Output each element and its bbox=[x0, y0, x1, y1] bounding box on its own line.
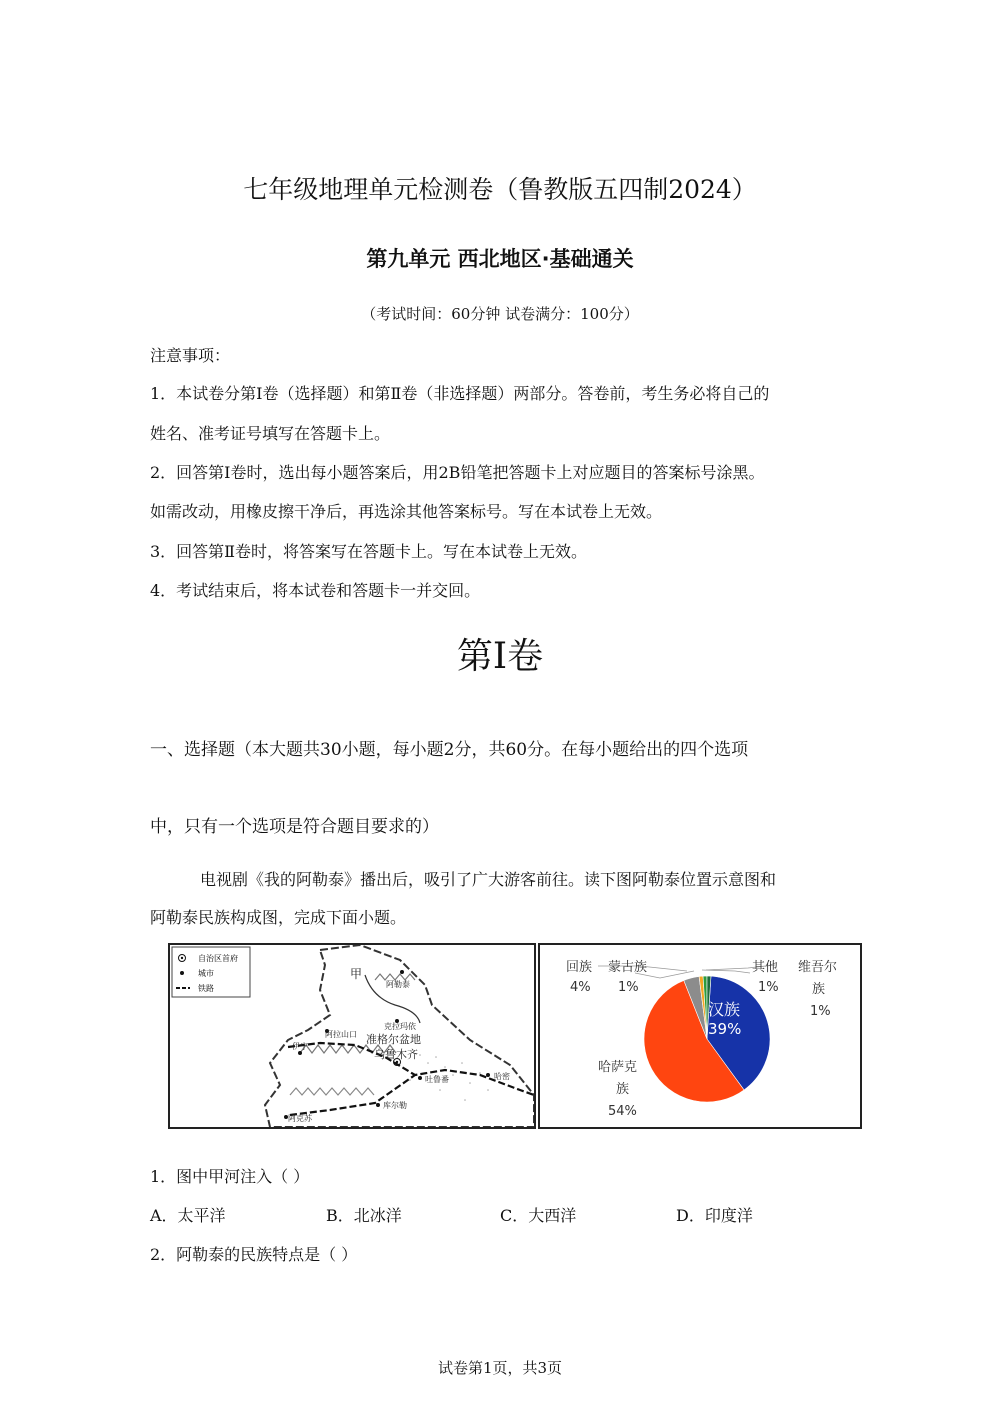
section-heading-line: 中，只有一个选项是符合题目要求的） bbox=[150, 817, 439, 837]
page-footer: 试卷第1页，共3页 bbox=[437, 1359, 563, 1377]
volume-title: 第Ⅰ卷 bbox=[456, 636, 544, 677]
label-altay: 阿勒泰 bbox=[386, 980, 410, 989]
label-urumqi: 乌鲁木齐 bbox=[374, 1048, 418, 1061]
q1-option-c[interactable]: C．大西洋 bbox=[500, 1206, 577, 1225]
label-hui-pct: 4% bbox=[570, 980, 591, 995]
exam-meta: （考试时间：60分钟 试卷满分：100分） bbox=[361, 305, 639, 323]
question-2: 2．阿勒泰的民族特点是（ ） bbox=[150, 1245, 358, 1264]
q1-option-d[interactable]: D．印度洋 bbox=[676, 1206, 753, 1225]
notes-line: 2．回答第Ⅰ卷时，选出每小题答案后，用2B铅笔把答题卡上对应题目的答案标号涂黑。 bbox=[150, 463, 765, 482]
label-other-name: 其他 bbox=[752, 960, 779, 975]
label-other-pct: 1% bbox=[758, 980, 779, 995]
page-title: 七年级地理单元检测卷（鲁教版五四制2024） bbox=[243, 175, 757, 204]
ethnic-pie-chart bbox=[540, 945, 860, 1127]
notes-heading: 注意事项： bbox=[150, 346, 231, 365]
city-korla-dot bbox=[376, 1103, 380, 1107]
notes-line: 如需改动，用橡皮擦干净后，再选涂其他答案标号。写在本试卷上无效。 bbox=[150, 502, 663, 521]
label-kazakh-name-2: 族 bbox=[616, 1082, 630, 1097]
altay-ethnic-pie-figure bbox=[538, 943, 862, 1129]
altay-location-map bbox=[168, 943, 536, 1129]
label-mongol-pct: 1% bbox=[618, 980, 639, 995]
legend-railway: 铁路 bbox=[198, 984, 214, 993]
q1-option-b[interactable]: B．北冰洋 bbox=[326, 1206, 402, 1225]
q1-option-a[interactable]: A．太平洋 bbox=[150, 1206, 226, 1225]
label-uyghur-name-2: 族 bbox=[812, 982, 826, 997]
notes-line: 1．本试卷分第Ⅰ卷（选择题）和第Ⅱ卷（非选择题）两部分。答卷前，考生务必将自己的 bbox=[150, 384, 770, 403]
label-karamay: 克拉玛依 bbox=[384, 1022, 416, 1031]
question-1: 1．图中甲河注入（ ） bbox=[150, 1167, 310, 1186]
city-hami-dot bbox=[486, 1073, 490, 1077]
city-yining-dot bbox=[298, 1051, 302, 1055]
notes-line: 姓名、准考证号填写在答题卡上。 bbox=[150, 424, 391, 443]
label-uyghur-name: 维吾尔 bbox=[798, 960, 838, 975]
unit-subtitle: 第九单元 西北地区·基础通关 bbox=[366, 247, 634, 271]
label-mongol-name: 蒙古族 bbox=[608, 960, 648, 975]
label-kazakh-pct: 54% bbox=[608, 1104, 637, 1119]
city-symbol bbox=[180, 971, 184, 975]
label-korla: 库尔勒 bbox=[383, 1101, 407, 1110]
city-turpan-dot bbox=[418, 1076, 422, 1080]
label-alashankou: 阿拉山口 bbox=[325, 1030, 357, 1039]
label-hui-name: 回族 bbox=[566, 960, 593, 975]
southern-mountains bbox=[290, 1088, 374, 1095]
pie-slices bbox=[644, 976, 770, 1102]
label-uyghur-pct: 1% bbox=[810, 1004, 831, 1019]
legend-city: 城市 bbox=[198, 969, 214, 978]
label-jia: 甲 bbox=[350, 967, 363, 981]
intro-line: 电视剧《我的阿勒泰》播出后，吸引了广大游客前往。读下图阿勒泰位置示意图和 bbox=[200, 870, 777, 889]
label-aksu: 阿克苏 bbox=[288, 1114, 312, 1123]
legend-capital: 自治区首府 bbox=[198, 954, 238, 963]
label-han-pct: 39% bbox=[708, 1020, 742, 1038]
label-kazakh-name: 哈萨克 bbox=[598, 1060, 638, 1075]
label-han-name: 汉族 bbox=[708, 1000, 741, 1019]
intro-line: 阿勒泰民族构成图，完成下面小题。 bbox=[150, 908, 407, 927]
label-yining: 伊宁 bbox=[292, 1042, 308, 1051]
map-drawing bbox=[170, 945, 534, 1127]
label-junggar: 准格尔盆地 bbox=[366, 1033, 421, 1046]
label-turpan: 吐鲁番 bbox=[425, 1075, 449, 1084]
notes-line: 3．回答第Ⅱ卷时，将答案写在答题卡上。写在本试卷上无效。 bbox=[150, 542, 588, 561]
city-altay-dot bbox=[400, 970, 404, 974]
notes-line: 4．考试结束后，将本试卷和答题卡一并交回。 bbox=[150, 581, 481, 600]
section-heading-line: 一、选择题（本大题共30小题，每小题2分，共60分。在每小题给出的四个选项 bbox=[150, 740, 749, 760]
label-hami: 哈密 bbox=[494, 1072, 510, 1081]
